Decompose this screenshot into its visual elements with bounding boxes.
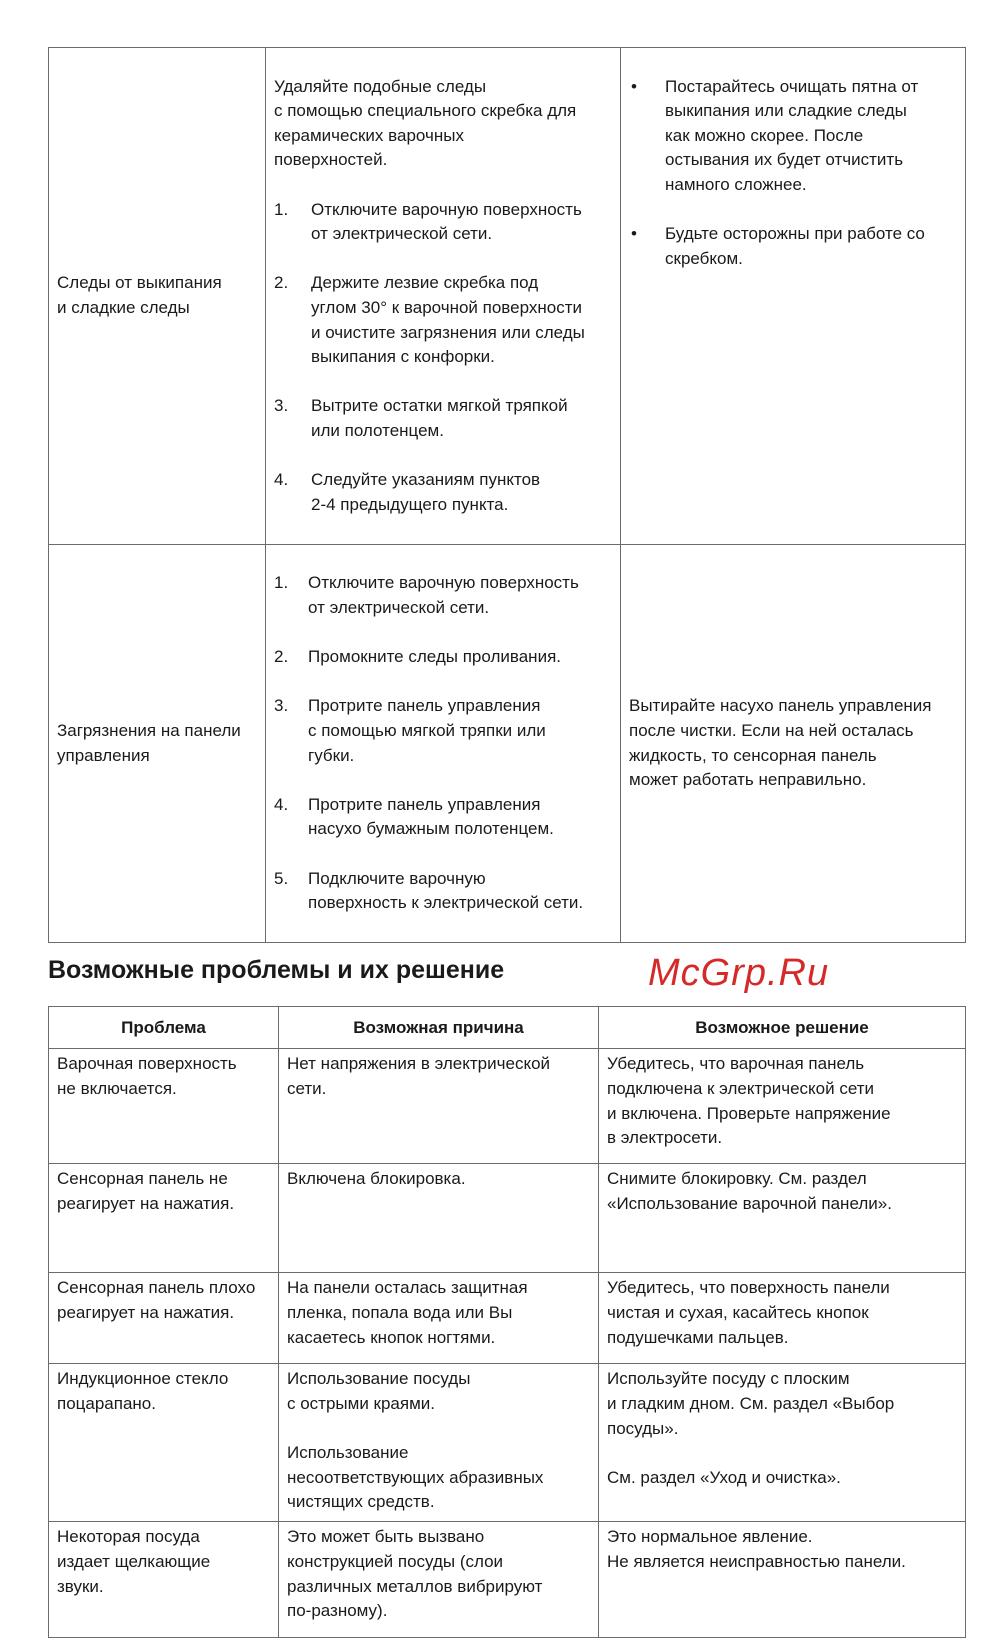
cause-cell: Нет напряжения в электрической сети.: [279, 1049, 599, 1164]
step-text: Протрите панель управления с помощью мягкой тряпки или губки.: [308, 696, 546, 765]
cause-cell: На панели осталась защитная пленка, попала вода или Вы касаетесь кнопок ногтями.: [279, 1273, 599, 1364]
step-number: 4.: [274, 794, 289, 814]
header-cause: Возможная причина: [279, 1007, 599, 1049]
solution-cell: Убедитесь, что поверхность панели чистая и сухая, касайтесь кнопок подушечками пальцев.: [599, 1273, 966, 1364]
step-number: 3.: [274, 396, 289, 416]
note-text: Постарайтесь очищать пятна от выкипания или сладкие следы как можно скорее. После остывания их будет отчистить намного сложнее.: [665, 76, 919, 194]
section-header: [48, 951, 965, 995]
table-row: [49, 544, 966, 943]
solution-cell: Снимите блокировку. См. раздел «Использование варочной панели».: [599, 1164, 966, 1273]
problem-cell: Сенсорная панель не реагирует на нажатия.: [49, 1164, 279, 1273]
step-text: Держите лезвие скребка под углом 30° к варочной поверхности и очистите загрязнения или следы выкипания с конфорки.: [311, 273, 585, 367]
list-item: [274, 271, 612, 369]
care-table: [48, 47, 966, 943]
section-title: Возможные проблемы и их решение: [48, 956, 505, 985]
notes-cell: [621, 48, 966, 545]
notes-cell: Вытирайте насухо панель управления после чистки. Если на ней осталась жидкость, то сенсорная панель может работать неправильно.: [621, 544, 966, 943]
problem-cell: Сенсорная панель плохо реагирует на нажатия.: [49, 1273, 279, 1364]
list-item: [274, 198, 612, 247]
solution-cell: Это нормальное явление. Не является неисправностью панели.: [599, 1522, 966, 1638]
method-cell: [266, 544, 621, 943]
step-number: 3.: [274, 696, 289, 716]
bullet-icon: •: [631, 76, 637, 96]
intro-text: Удаляйте подобные следы с помощью специального скребка для керамических варочных поверхностей.: [274, 76, 577, 170]
header-problem: Проблема: [49, 1007, 279, 1049]
step-text: Вытрите остатки мягкой тряпкой или полотенцем.: [311, 396, 568, 440]
table-row: [49, 1049, 966, 1164]
table-row: [49, 48, 966, 545]
list-item: [274, 694, 612, 768]
cause-cell: Включена блокировка.: [279, 1164, 599, 1273]
problem-cell: Загрязнения на панели управления: [49, 544, 266, 943]
table-row: [49, 1522, 966, 1638]
step-text: Промокните следы проливания.: [308, 647, 561, 667]
table-row: [49, 1364, 966, 1522]
step-number: 5.: [274, 868, 289, 888]
step-text: Следуйте указаниям пунктов 2-4 предыдущего пункта.: [311, 470, 541, 514]
problem-cell: Следы от выкипания и сладкие следы: [49, 48, 266, 545]
step-number: 1.: [274, 573, 289, 593]
header-row: [49, 1007, 966, 1049]
list-item: [274, 394, 612, 443]
problem-cell: Индукционное стекло поцарапано.: [49, 1364, 279, 1522]
solution-cell: Убедитесь, что варочная панель подключена к электрической сети и включена. Проверьте напряжение в электросети.: [599, 1049, 966, 1164]
problems-table: [48, 1006, 966, 1638]
cause-cell: Использование посуды с острыми краями. Использование несоответствующих абразивных чистящих средств.: [279, 1364, 599, 1522]
step-text: Подключите варочную поверхность к электрической сети.: [308, 868, 584, 913]
problem-cell: Некоторая посуда издает щелкающие звуки.: [49, 1522, 279, 1638]
note-text: Будьте осторожны при работе со скребком.: [665, 224, 925, 268]
step-number: 4.: [274, 470, 289, 490]
list-item: [274, 571, 612, 620]
list-item: [274, 468, 612, 517]
bullet-item: [629, 222, 957, 271]
bullet-icon: •: [631, 224, 637, 244]
problem-cell: Варочная поверхность не включается.: [49, 1049, 279, 1164]
step-text: Протрите панель управления насухо бумажным полотенцем.: [308, 794, 554, 839]
bullet-item: [629, 75, 957, 198]
list-item: [274, 793, 612, 842]
step-number: 1.: [274, 199, 289, 219]
step-number: 2.: [274, 273, 289, 293]
table-row: [49, 1164, 966, 1273]
method-cell: [266, 48, 621, 545]
step-number: 2.: [274, 647, 289, 667]
cause-cell: Это может быть вызвано конструкцией посуды (слои различных металлов вибрируют по-разному).: [279, 1522, 599, 1638]
list-item: [274, 867, 612, 916]
step-text: Отключите варочную поверхность от электрической сети.: [308, 573, 579, 618]
list-item: [274, 645, 612, 670]
watermark: McGrp.Ru: [648, 952, 830, 995]
table-row: [49, 1273, 966, 1364]
header-solution: Возможное решение: [599, 1007, 966, 1049]
step-text: Отключите варочную поверхность от электрической сети.: [311, 199, 582, 244]
solution-cell: Используйте посуду с плоским и гладким дном. См. раздел «Выбор посуды». См. раздел «Уход и очистка».: [599, 1364, 966, 1522]
